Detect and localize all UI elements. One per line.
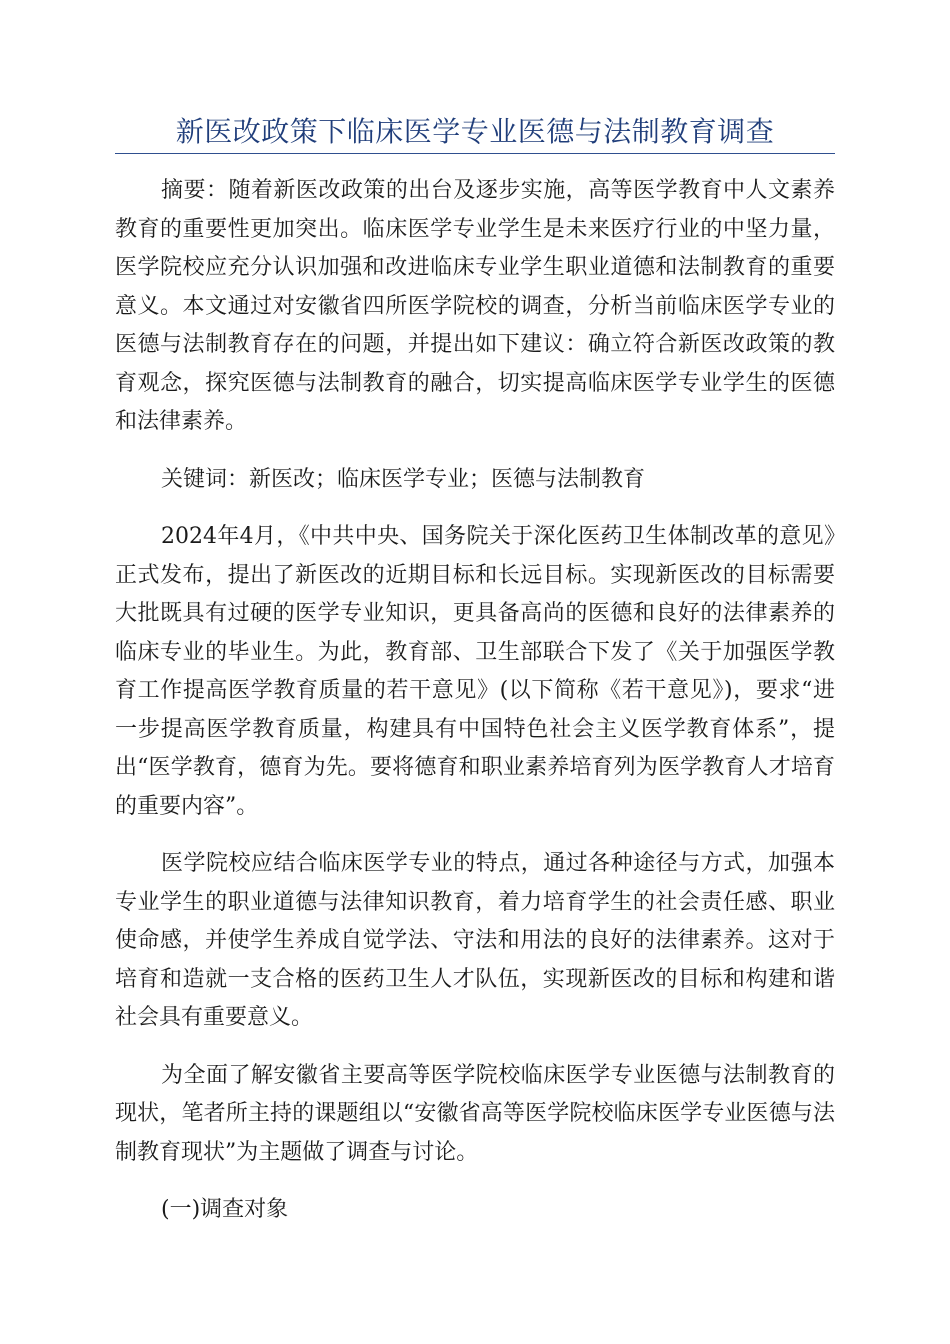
body-paragraph: 2024年4月，《中共中央、国务院关于深化医药卫生体制改革的意见》正式发布，提出了新医改的近期目标和长远目标。实现新医改的目标需要大批既具有过硬的医学专业知识，更具备高尚的医德和良好的法律素养的临床专业的毕业生。为此，教育部、卫生部联合下发了《关于加强医学教育工作提高医学教育质量的若干意见》(以下简称《若干意见》)，要求“进一步提高医学教育质量，构建具有中国特色社会主义医学教育体系”，提出“医学教育，德育为先。要将德育和职业素养培育列为医学教育人才培育的重要内容”。	[115, 524, 835, 819]
document-title: 新医改政策下临床医学专业医德与法制教育调查	[175, 115, 775, 148]
abstract-paragraph: 摘要：随着新医改政策的出台及逐步实施，高等医学教育中人文素养教育的重要性更加突出。临床医学专业学生是未来医疗行业的中坚力量，医学院校应充分认识加强和改进临床专业学生职业道德和法制教育的重要意义。本文通过对安徽省四所医学院校的调查，分析当前临床医学专业的医德与法制教育存在的问题，并提出如下建议：确立符合新医改政策的教育观念，探究医德与法制教育的融合，切实提高临床医学专业学生的医德和法律素养。	[115, 178, 835, 434]
keywords-paragraph: 关键词：新医改；临床医学专业；医德与法制教育	[161, 466, 646, 492]
title-underline	[115, 153, 835, 154]
document-body	[115, 172, 835, 1230]
body-paragraph: 为全面了解安徽省主要高等医学院校临床医学专业医德与法制教育的现状，笔者所主持的课题组以“安徽省高等医学院校临床医学专业医德与法制教育现状”为主题做了调查与讨论。	[115, 1062, 835, 1165]
section-heading: (一)调查对象	[161, 1197, 289, 1222]
body-paragraph: 医学院校应结合临床医学专业的特点，通过各种途径与方式，加强本专业学生的职业道德与法律知识教育，着力培育学生的社会责任感、职业使命感，并使学生养成自觉学法、守法和用法的良好的法律素养。这对于培育和造就一支合格的医药卫生人才队伍，实现新医改的目标和构建和谐社会具有重要意义。	[115, 851, 835, 1030]
